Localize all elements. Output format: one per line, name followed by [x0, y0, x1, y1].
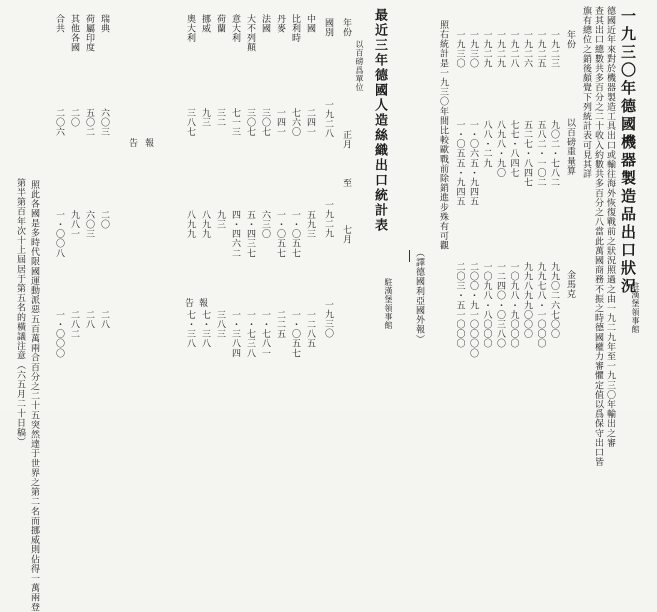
country-value: 三八七: [185, 108, 195, 137]
country-value: 七・三八: [200, 310, 210, 349]
row-year: 一九二三: [549, 30, 559, 69]
country-value: 二八: [99, 310, 109, 330]
country-value: 一二八五: [305, 310, 315, 349]
left-head-jan: 正月: [341, 130, 351, 150]
row-weight: 九〇二・七八二: [549, 120, 559, 188]
left-article-title: 最近三年德國人造絲織出口統計表: [372, 8, 387, 233]
right-article-body-line: 查其出口總數共多百分之二十收入約數共多百分之八當此萬國商務不振之時德國權力審懼定值以爲保守出口皆: [593, 6, 603, 467]
country-value: 二〇: [99, 210, 109, 230]
left-year-1928: 一九二八: [323, 100, 333, 139]
country-value: 一・〇五七: [275, 210, 285, 258]
country-value: 一・〇五七: [290, 310, 300, 358]
left-head-year: 年份: [341, 18, 351, 38]
row-weight: 一・〇六五・九四五: [468, 120, 478, 207]
side-label: 告: [183, 298, 193, 308]
left-note-line: 照此各國是多時代限國運動派惡五百萬兩合百分之二十五突然達于世界之第二名而挪威則佔得一萬兩登: [29, 180, 39, 612]
row-value: 一〇九八・八〇〇〇: [481, 262, 492, 349]
country-value: 一・〇五七: [290, 210, 300, 258]
row-year: 一九二九: [481, 30, 492, 69]
country-value: 五・四三七: [245, 210, 255, 258]
country-value: 二四一: [305, 108, 315, 137]
country-name: 瑞典: [99, 14, 109, 34]
row-weight: 七七・八四七: [508, 120, 519, 178]
country-name: 荷蘭: [215, 14, 225, 34]
row-year: 一九二八: [508, 30, 519, 69]
country-value: 二二五: [275, 310, 285, 339]
country-name: 比利時: [290, 14, 300, 43]
side-label: 報: [143, 138, 153, 148]
row-value: 二〇三・五一〇〇〇: [454, 262, 465, 349]
row-value: 二〇〇・九一〇〇〇〇: [468, 262, 478, 358]
country-value: 一・七八一: [260, 310, 270, 358]
row-value: 一〇九八・九〇〇〇: [508, 262, 519, 349]
right-article-footnote: 照右統計是一九三〇年間比較歐戰前除銷進步殊有可觀: [438, 20, 448, 251]
row-year: 一九二五: [535, 30, 546, 69]
table-head-value: 金馬克: [565, 270, 575, 299]
country-value: 三〇七: [245, 108, 255, 137]
country-value: 六三〇: [260, 210, 270, 239]
row-value: 九九八九九〇〇〇: [522, 262, 532, 339]
country-value: 七六〇: [290, 108, 300, 137]
row-year: 一九三〇: [454, 30, 465, 69]
country-name: 奧大利: [185, 14, 195, 43]
country-value: 三〇七: [260, 108, 270, 137]
country-name: 荷屬印度: [84, 14, 94, 53]
country-name: 挪威: [200, 14, 210, 34]
right-article-note: （譯德國利亞國外報）: [414, 248, 424, 344]
left-year-1930: 一九三〇: [323, 300, 333, 339]
country-name: 大不列顛: [245, 14, 255, 53]
country-name: 丹麥: [275, 14, 285, 34]
side-label: 告: [127, 138, 137, 148]
side-label: 報: [197, 298, 207, 308]
country-value: 六〇三: [99, 108, 109, 137]
country-value: 一・三八四: [230, 310, 240, 358]
table-head-weight: 以百磅重量算: [565, 118, 575, 176]
country-value: 三二: [215, 108, 225, 128]
table-head-year: 年份: [565, 30, 575, 50]
country-value: 一・〇〇〇: [54, 310, 64, 358]
country-value: 二八二: [69, 310, 79, 339]
country-value: 二八: [84, 310, 94, 330]
country-value: 一四一: [275, 108, 285, 137]
country-value: 七・三八: [185, 310, 195, 349]
row-value: 一二四〇・〇三八〇: [495, 262, 505, 349]
left-head-jul: 七月: [341, 225, 351, 245]
country-name: 法國: [260, 14, 270, 34]
row-weight: 五二七・八四七: [522, 120, 532, 188]
country-value: 七一三: [230, 108, 240, 137]
left-year-1929: 一九二九: [323, 200, 333, 239]
right-article-body-line: 德國近年來對於機器製造工具出口或輸往海外恢復戰前之狀況照過之由一九二九年至一九三〇年輸出之審: [605, 6, 615, 448]
right-article-source: 駐漢堡領事館: [631, 282, 640, 334]
country-value: 九三: [215, 210, 225, 230]
row-value: 九九〇二六七〇〇: [549, 262, 559, 339]
country-value: 四・四六二: [230, 210, 240, 258]
left-year-header: 國別: [323, 18, 333, 38]
country-value: 八九九: [185, 210, 195, 239]
country-name: 意大利: [230, 14, 240, 43]
row-value: 九九七八・一〇〇〇: [535, 262, 546, 349]
row-year: 一九二九: [495, 30, 505, 69]
left-article-unit: 以百磅爲單位: [355, 40, 364, 92]
row-weight: 八九八・九〇: [495, 120, 505, 178]
country-value: 八九九: [200, 210, 210, 239]
country-value: 一・〇〇八: [54, 210, 64, 258]
country-value: 九三: [200, 108, 210, 128]
left-head-to: 至: [341, 178, 351, 188]
row-weight: 五八二・一〇二: [535, 120, 546, 188]
country-value: 五〇二: [84, 108, 94, 137]
country-value: 六〇三: [84, 210, 94, 239]
right-article-title: 一九三〇年德國機器製造品出口狀況: [619, 8, 637, 296]
country-value: 九八一: [69, 210, 79, 239]
country-value: 二〇六: [54, 108, 64, 137]
row-weight: 一・〇五五・九四五: [454, 120, 465, 207]
country-value: 二〇: [69, 108, 79, 128]
country-name: 合共: [54, 14, 64, 34]
left-article-source: 駐漢堡領事館: [384, 278, 393, 330]
country-name: 其他各國: [69, 14, 79, 53]
row-year: 一九三〇: [468, 30, 478, 69]
country-value: 一・七三八: [245, 310, 255, 358]
left-note-line: 第半第百年次十上屆居于第五名的橫議注意（六五月二十日稿）: [15, 178, 25, 447]
row-year: 一九二六: [522, 30, 532, 69]
note-rule: [409, 250, 410, 262]
country-name: 中國: [305, 14, 315, 34]
country-value: 三八三: [215, 310, 225, 339]
row-weight: 八八・二九: [481, 120, 492, 168]
country-value: 五九三: [305, 210, 315, 239]
right-article-body-line: 旗有總位之銷後頗覺下列統計表可見其詳: [581, 6, 591, 179]
